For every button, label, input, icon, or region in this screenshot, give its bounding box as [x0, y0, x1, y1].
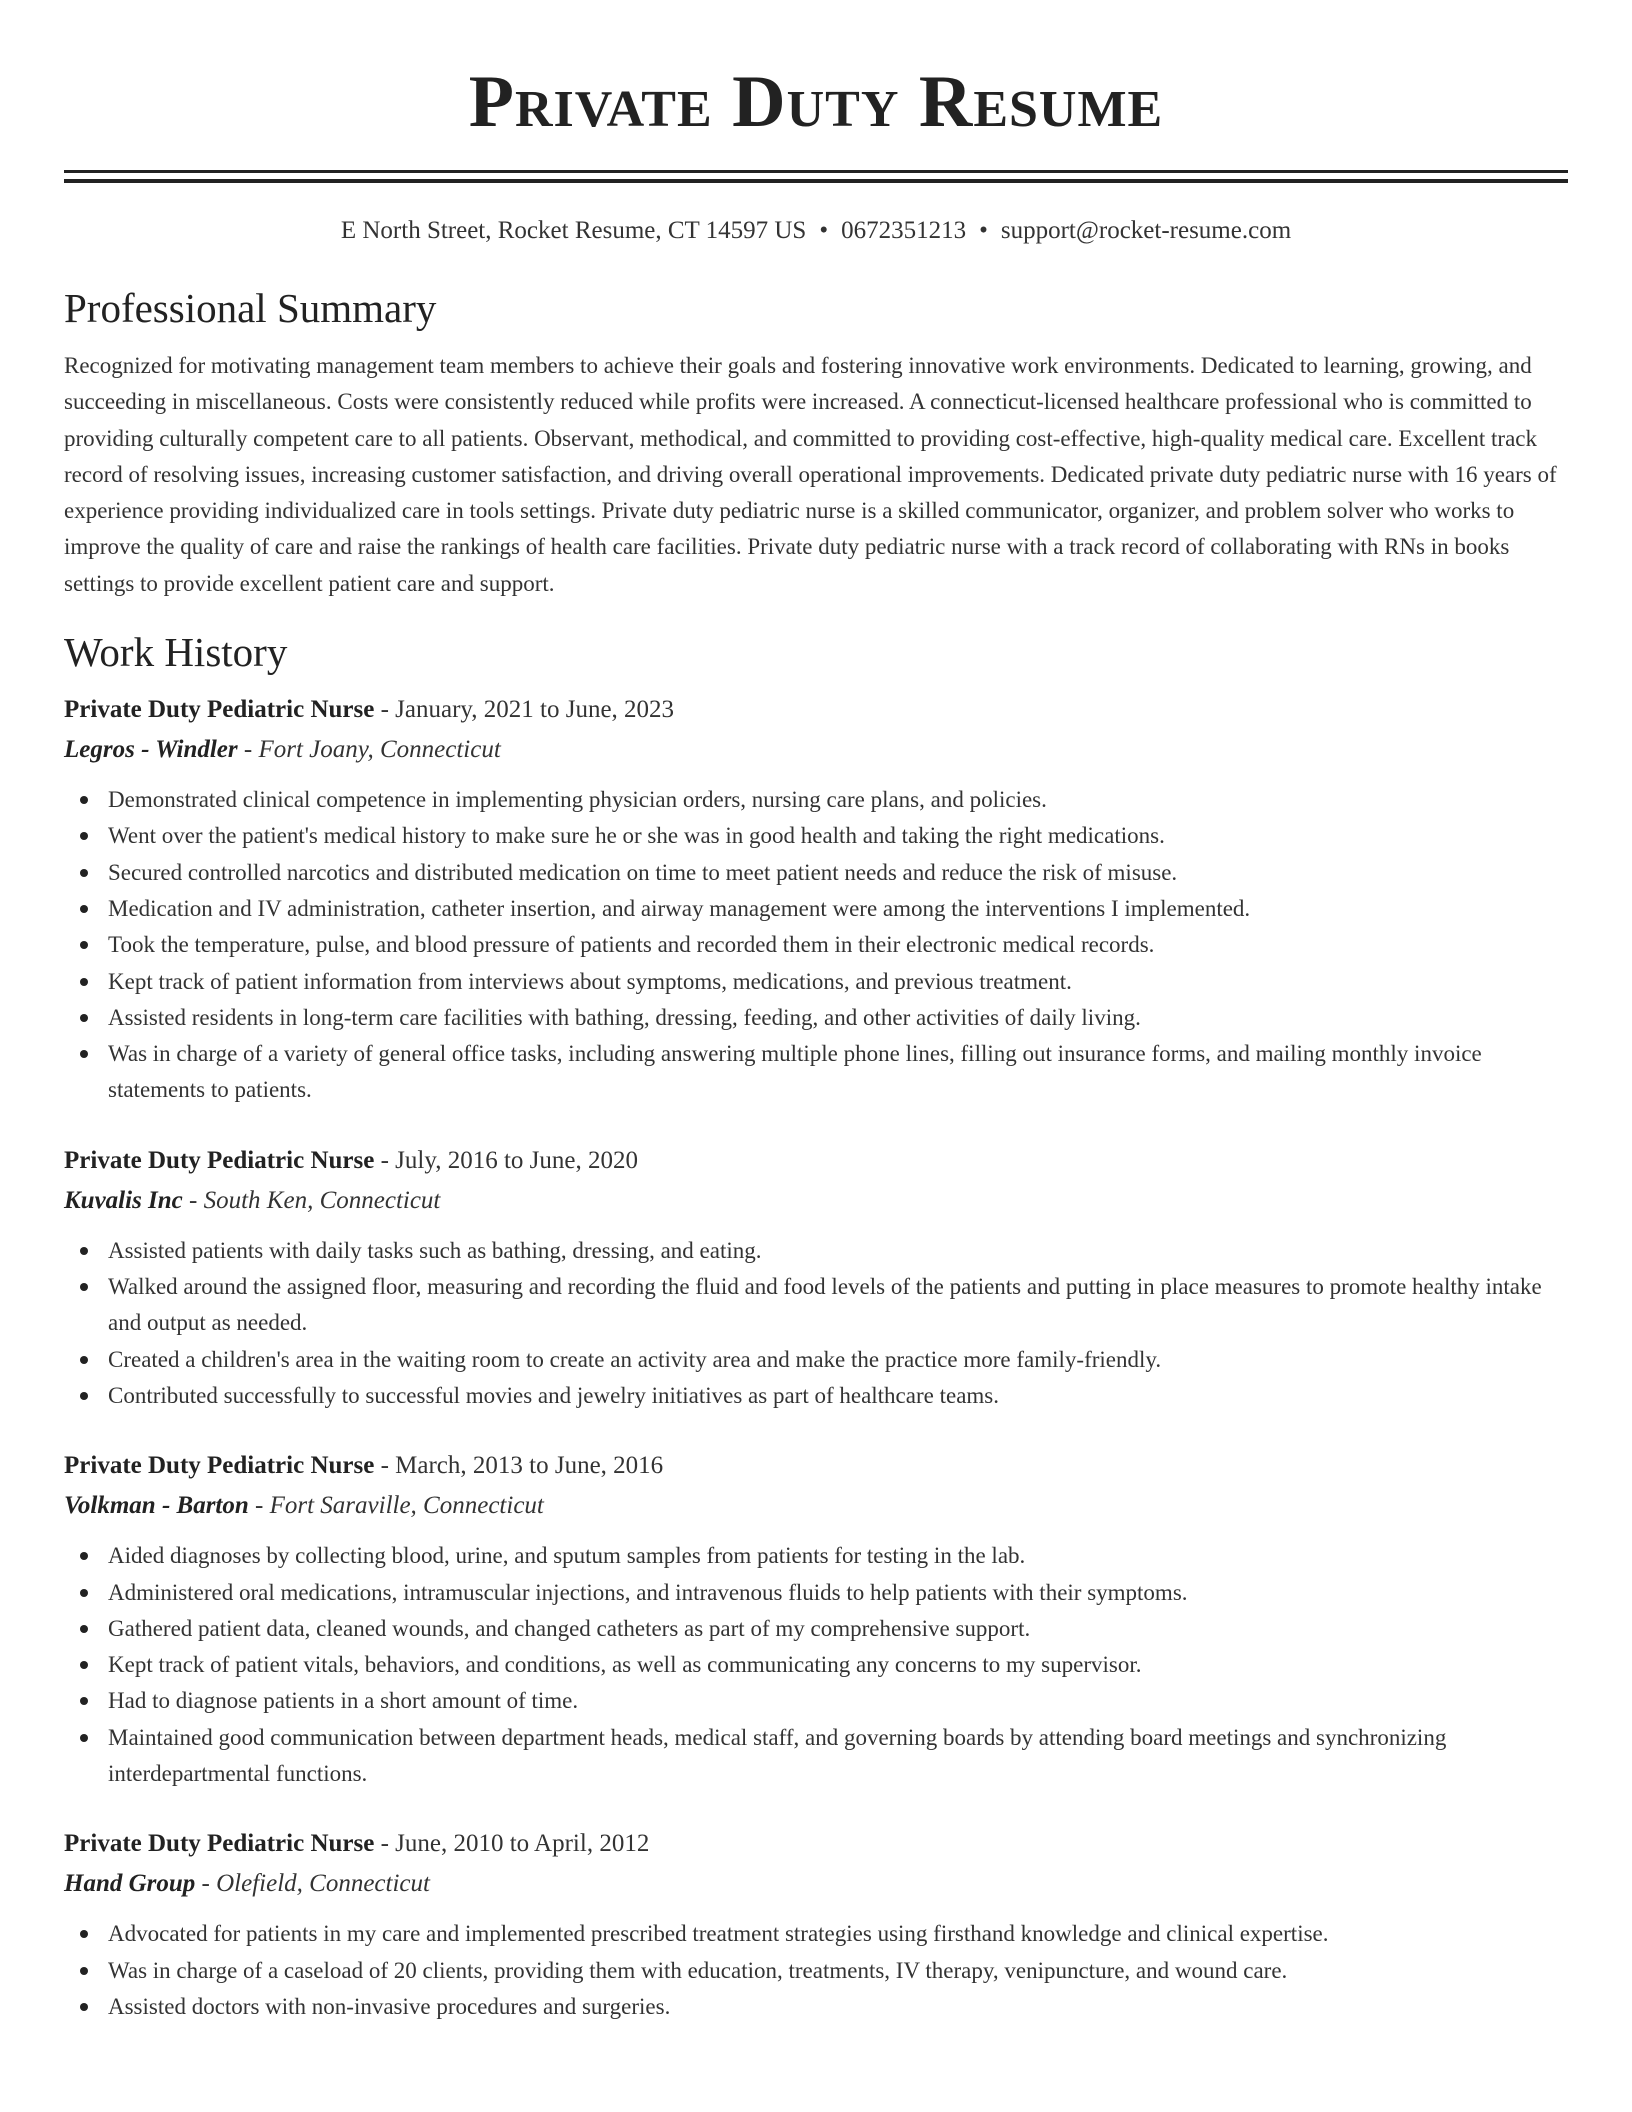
job-entry	[64, 1143, 1568, 1414]
duty-text: Had to diagnose patients in a short amount of time.	[108, 1688, 579, 1714]
bullet-icon	[80, 978, 88, 986]
job-location: - Fort Saraville, Connecticut	[248, 1492, 544, 1520]
bullet-icon	[80, 1625, 88, 1633]
bullet-icon	[80, 832, 88, 840]
bullet-icon	[80, 1050, 88, 1058]
job-dates: - July, 2016 to June, 2020	[374, 1146, 638, 1174]
list-item	[64, 1000, 1568, 1036]
job-location: - South Ken, Connecticut	[182, 1186, 441, 1214]
job-company: Legros - Windler	[64, 736, 238, 764]
job-company-line	[64, 1488, 1568, 1524]
list-item	[64, 1538, 1568, 1574]
job-title-line	[64, 1143, 1568, 1179]
list-item	[64, 1611, 1568, 1647]
job-entry	[64, 1448, 1568, 1792]
job-duties-list	[64, 1916, 1568, 2025]
contact-separator: •	[819, 217, 829, 244]
bullet-icon	[80, 1283, 88, 1291]
contact-line	[64, 214, 1568, 248]
resume-title: Private Duty Resume	[468, 61, 1164, 143]
duty-text: Medication and IV administration, catheter insertion, and airway management were among the interventions I implemented.	[108, 895, 1251, 921]
job-role: Private Duty Pediatric Nurse	[64, 1830, 375, 1858]
job-dates: - March, 2013 to June, 2016	[374, 1452, 664, 1480]
duty-text: Was in charge of a variety of general office tasks, including answering multiple phone lines, filling out insurance forms, and mailing monthly invoice statements to patients.	[108, 1041, 1482, 1103]
list-item	[64, 964, 1568, 1000]
contact-phone: 0672351213	[841, 217, 967, 244]
job-entry	[64, 692, 1568, 1109]
job-title-line	[64, 1448, 1568, 1484]
job-role: Private Duty Pediatric Nurse	[64, 1452, 375, 1480]
list-item	[64, 1575, 1568, 1611]
duty-text: Maintained good communication between department heads, medical staff, and governing boards by attending board meetings and synchronizing interdepartmental functions.	[108, 1724, 1447, 1787]
job-role: Private Duty Pediatric Nurse	[64, 696, 375, 724]
job-company-line	[64, 1183, 1568, 1219]
title-divider-bottom	[64, 179, 1568, 183]
duty-text: Aided diagnoses by collecting blood, urine, and sputum samples from patients for testing in the lab.	[108, 1543, 1026, 1569]
bullet-icon	[80, 1247, 88, 1255]
job-dates: - June, 2010 to April, 2012	[374, 1830, 650, 1858]
bullet-icon	[80, 1661, 88, 1669]
list-item	[64, 1683, 1568, 1719]
duty-text: Kept track of patient information from interviews about symptoms, medications, and previous treatment.	[108, 968, 1072, 994]
duty-text: Walked around the assigned floor, measuring and recording the fluid and food levels of the patients and putting in place measures to promote healthy intake and output as needed.	[108, 1274, 1542, 1336]
bullet-icon	[80, 941, 88, 949]
job-duties-list	[64, 1538, 1568, 1792]
list-item	[64, 1378, 1568, 1414]
list-item	[64, 1269, 1568, 1342]
job-company: Volkman - Barton	[64, 1492, 249, 1520]
bullet-icon	[80, 1697, 88, 1705]
bullet-icon	[80, 1930, 88, 1938]
list-item	[64, 855, 1568, 891]
job-location: - Fort Joany, Connecticut	[237, 736, 501, 764]
professional-summary-heading: Professional Summary	[64, 285, 437, 331]
job-dates: - January, 2021 to June, 2023	[374, 696, 675, 724]
duty-text: Assisted residents in long-term care facilities with bathing, dressing, feeding, and other activities of daily living.	[108, 1004, 1141, 1030]
duty-text: Contributed successfully to successful movies and jewelry initiatives as part of healthcare teams.	[108, 1382, 999, 1408]
duty-text: Secured controlled narcotics and distributed medication on time to meet patient needs and reduce the risk of misuse.	[108, 859, 1178, 885]
bullet-icon	[80, 2003, 88, 2011]
job-company-line	[64, 1866, 1568, 1902]
job-duties-list	[64, 782, 1568, 1109]
list-item	[64, 782, 1568, 818]
list-item	[64, 1036, 1568, 1109]
duty-text: Administered oral medications, intramuscular injections, and intravenous fluids to help patients with their symptoms.	[108, 1579, 1188, 1605]
job-company: Kuvalis Inc	[64, 1186, 183, 1214]
duty-text: Went over the patient's medical history to make sure he or she was in good health and taking the right medications.	[108, 823, 1165, 849]
duty-text: Advocated for patients in my care and implemented prescribed treatment strategies using firsthand knowledge and clinical expertise.	[108, 1921, 1329, 1947]
bullet-icon	[80, 796, 88, 804]
bullet-icon	[80, 1392, 88, 1400]
list-item	[64, 1647, 1568, 1683]
title-divider-top	[64, 170, 1568, 173]
list-item	[64, 1953, 1568, 1989]
bullet-icon	[80, 1589, 88, 1597]
job-company: Hand Group	[64, 1870, 196, 1898]
duty-text: Gathered patient data, cleaned wounds, and changed catheters as part of my comprehensive support.	[108, 1615, 1031, 1641]
bullet-icon	[80, 1552, 88, 1560]
work-history-heading: Work History	[64, 629, 288, 676]
professional-summary-text: Recognized for motivating management team members to achieve their goals and fostering innovative work environments. Dedicated to learning, growing, and succeeding in miscellaneous. Costs were consistently reduced while profits were increased. A connecticut-licensed healthcare professional who is committed to providing culturally competent care to all patients. Observant, methodical, and committed to providing cost-effective, high-quality medical care. Excellent track record of resolving issues, increasing customer satisfaction, and driving overall operational improvements. Dedicated private duty pediatric nurse with 16 years of experience providing individualized care in tools settings. Private duty pediatric nurse is a skilled communicator, organizer, and problem solver who works to improve the quality of care and raise the rankings of health care facilities. Private duty pediatric nurse with a track record of collaborating with RNs in books settings to provide excellent patient care and support.	[64, 353, 1557, 596]
bullet-icon	[80, 1356, 88, 1364]
duty-text: Assisted doctors with non-invasive procedures and surgeries.	[108, 1993, 671, 2019]
job-role: Private Duty Pediatric Nurse	[64, 1146, 375, 1174]
job-entry	[64, 1826, 1568, 2025]
duty-text: Assisted patients with daily tasks such as bathing, dressing, and eating.	[108, 1237, 762, 1263]
job-title-line	[64, 1826, 1568, 1862]
contact-separator: •	[979, 217, 988, 244]
list-item	[64, 1342, 1568, 1378]
job-location: - Olefield, Connecticut	[195, 1870, 430, 1898]
bullet-icon	[80, 905, 88, 913]
contact-email[interactable]: support@rocket-resume.com	[1000, 217, 1292, 244]
duty-text: Was in charge of a caseload of 20 clients, providing them with education, treatments, IV therapy, venipuncture, and wound care.	[108, 1957, 1288, 1983]
resume-page	[64, 0, 1568, 2025]
bullet-icon	[80, 1734, 88, 1742]
work-history-list	[64, 692, 1568, 2025]
list-item	[64, 1720, 1568, 1793]
list-item	[64, 1989, 1568, 2025]
list-item	[64, 1233, 1568, 1269]
duty-text: Took the temperature, pulse, and blood pressure of patients and recorded them in their electronic medical records.	[108, 932, 1155, 958]
list-item	[64, 891, 1568, 927]
job-title-line	[64, 692, 1568, 728]
bullet-icon	[80, 869, 88, 877]
job-duties-list	[64, 1233, 1568, 1414]
list-item	[64, 1916, 1568, 1952]
duty-text: Kept track of patient vitals, behaviors, and conditions, as well as communicating any concerns to my supervisor.	[108, 1652, 1142, 1678]
bullet-icon	[80, 1014, 88, 1022]
job-company-line	[64, 732, 1568, 768]
duty-text: Created a children's area in the waiting room to create an activity area and make the practice more family-friendly.	[108, 1346, 1162, 1372]
contact-address: E North Street, Rocket Resume, CT 14597 US	[340, 217, 807, 244]
list-item	[64, 818, 1568, 854]
list-item	[64, 927, 1568, 963]
duty-text: Demonstrated clinical competence in implementing physician orders, nursing care plans, and policies.	[108, 787, 1047, 813]
bullet-icon	[80, 1967, 88, 1975]
